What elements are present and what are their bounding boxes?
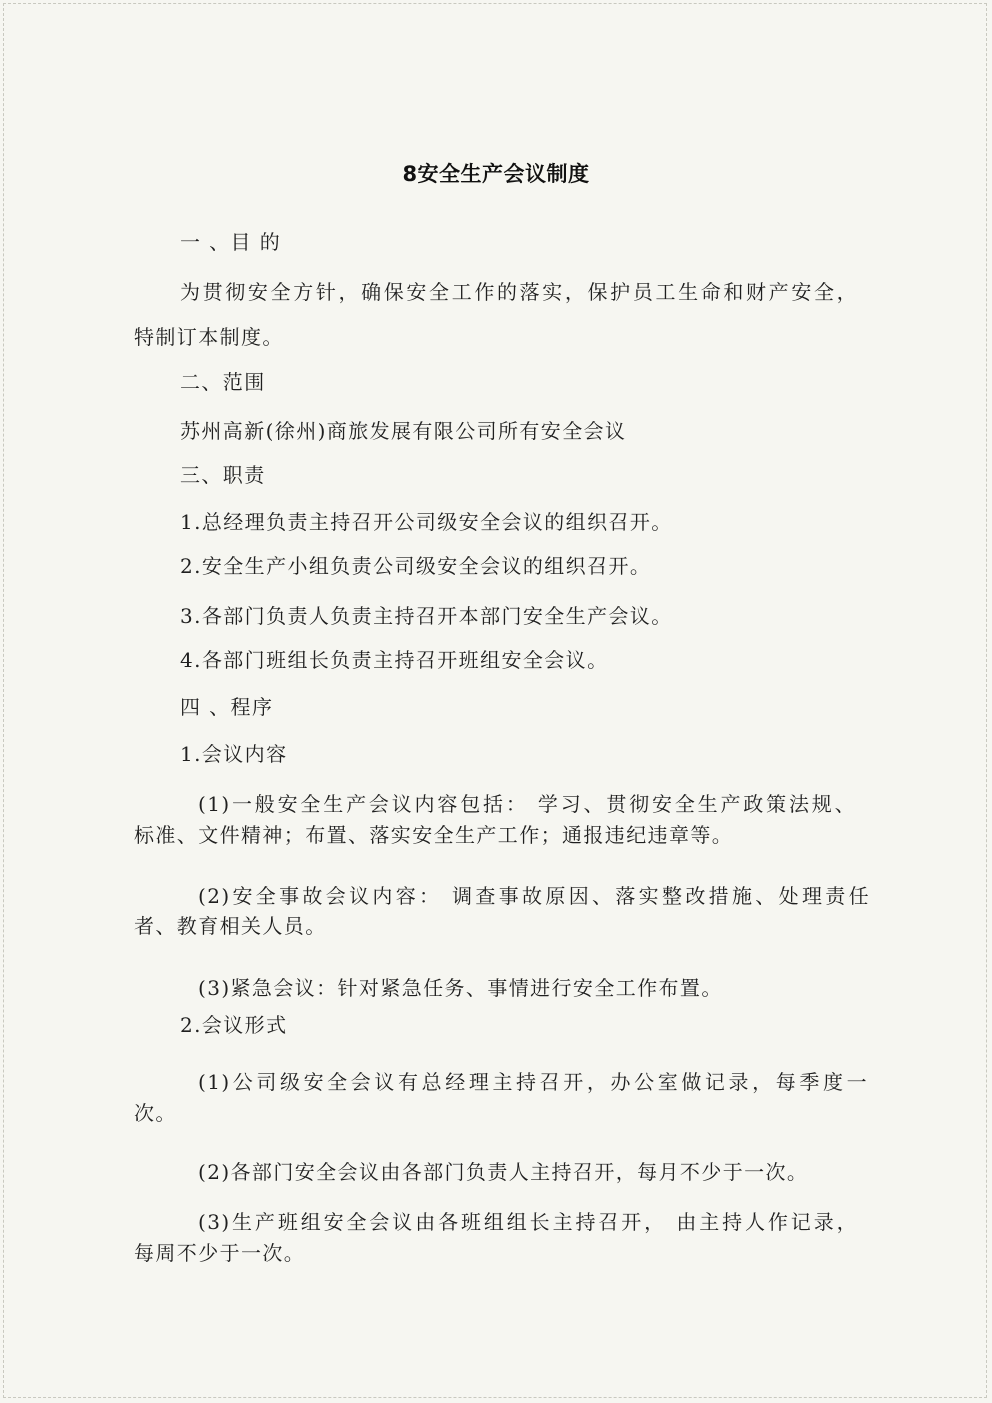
paragraph-line: (3)紧急会议：针对紧急任务、事情进行安全工作布置。 bbox=[198, 976, 723, 1000]
paragraph-line: 苏州高新(徐州)商旅发展有限公司所有安全会议 bbox=[180, 419, 627, 443]
paragraph-line: (2)各部门安全会议由各部门负责人主持召开，每月不少于一次。 bbox=[198, 1160, 809, 1184]
document-title: 8安全生产会议制度 bbox=[402, 162, 590, 186]
paragraph-line: 每周不少于一次。 bbox=[134, 1241, 306, 1265]
paragraph-line: 标准、文件精神；布置、落实安全生产工作；通报违纪违章等。 bbox=[134, 823, 734, 847]
paragraph-line: 特制订本制度。 bbox=[134, 325, 284, 349]
paragraph-line: (3)生产班组安全会议由各班组组长主持召开， 由主持人作记录， bbox=[198, 1210, 858, 1234]
paragraph-line: (1)公司级安全会议有总经理主持召开，办公室做记录，每季度一 bbox=[198, 1070, 868, 1094]
section-heading-procedure: 四 、程序 bbox=[180, 695, 274, 719]
list-item: 2.安全生产小组负责公司级安全会议的组织召开。 bbox=[180, 554, 652, 578]
list-item: 1.总经理负责主持召开公司级安全会议的组织召开。 bbox=[180, 510, 673, 534]
paragraph-line: (2)安全事故会议内容： 调查事故原因、落实整改措施、处理责任 bbox=[198, 884, 870, 908]
paragraph-line: 者、教育相关人员。 bbox=[134, 914, 327, 938]
list-item: 3.各部门负责人负责主持召开本部门安全生产会议。 bbox=[180, 604, 673, 628]
page-border bbox=[3, 3, 987, 1398]
section-heading-duties: 三、职责 bbox=[180, 463, 266, 487]
subsection-heading: 1.会议内容 bbox=[180, 742, 288, 766]
list-item: 4.各部门班组长负责主持召开班组安全会议。 bbox=[180, 648, 609, 672]
paragraph-line: 为贯彻安全方针，确保安全工作的落实，保护员工生命和财产安全， bbox=[180, 280, 858, 304]
section-heading-scope: 二、范围 bbox=[180, 370, 266, 394]
paragraph-line: (1)一般安全生产会议内容包括： 学习、贯彻安全生产政策法规、 bbox=[198, 792, 856, 816]
subsection-heading: 2.会议形式 bbox=[180, 1013, 288, 1037]
section-heading-purpose: 一 、目 的 bbox=[180, 230, 282, 254]
paragraph-line: 次。 bbox=[134, 1101, 177, 1125]
